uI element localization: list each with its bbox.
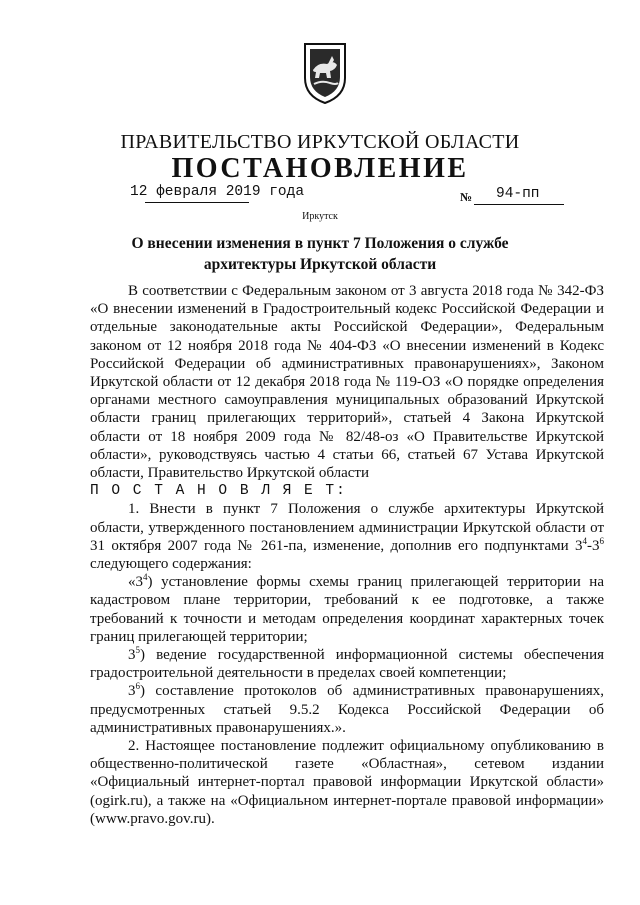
number-sign: № — [460, 190, 473, 204]
document-type-heading: ПОСТАНОВЛЕНИЕ — [171, 153, 469, 184]
item-1-dash: - — [587, 537, 592, 554]
subitem-3-6-paragraph — [90, 682, 604, 737]
item-2-paragraph: 2. Настоящее постановление подлежит официальному опубликованию в общественно-политической газете «Областная», сетевом издании «Официальный интернет-портал правовой информации Иркутской области» (ogirk.ru), а также на «Официальном интернет-портале правовой информации» (www.pravo.gov.ru). — [90, 738, 604, 827]
date-underline — [145, 202, 249, 203]
subitem-3-4-paragraph — [90, 573, 604, 646]
preamble-paragraph: В соответствии с Федеральным законом от 3 августа 2018 года № 342-ФЗ «О внесении изменений в Градостроительный кодекс Российской Федерации и отдельные законодательные акты Российской Федерации», Федеральным законом от 12 ноября 2018 года № 404-ФЗ «О внесении изменений в Кодекс Российской Федерации об административных правонарушениях», Законом Иркутской области от 12 декабря 2018 года № 119-ОЗ «О порядке определения органами местного самоуправления муниципальных образований Иркутской области границ прилегающих территорий», статьей 4 Закона Иркутской области от 18 ноября 2009 года № 82/48-оз «О Правительстве Иркутской области», руководствуясь частью 4 статьи 66, статьей 67 Устава Иркутской области, Правительство Иркутской области — [90, 283, 604, 482]
subitem-3-5-paragraph — [90, 646, 604, 682]
subitem-3-5-prefix: 3 — [128, 647, 136, 664]
document-number: 94-пп — [496, 186, 540, 202]
item-1-num-b: 3 — [592, 537, 600, 554]
subitem-3-4-text: ) установление формы схемы границ прилегающей территории на кадастровом плане территории, требований к ее подготовке, а также требований к точности и методам определения координат характерных точек границ прилегающей территории; — [90, 574, 604, 645]
subitem-3-5-sup: 5 — [135, 645, 140, 656]
subitem-3-4-prefix: «3 — [128, 574, 143, 591]
subitem-3-6-text: ) составление протоколов об административных правонарушениях, предусмотренных статьей 9.5.2 Кодекса Российской Федерации об административных правонарушениях.». — [90, 683, 604, 736]
subitem-3-6-prefix: 3 — [128, 683, 136, 700]
subitem-3-5-text: ) ведение государственной информационной системы обеспечения градостроительной деятельности в пределах своей компетенции; — [90, 647, 604, 682]
number-underline — [474, 204, 564, 205]
item-1-sup-b: 6 — [599, 535, 604, 546]
document-title: О внесении изменения в пункт 7 Положения о службе архитектуры Иркутской области — [131, 235, 509, 273]
government-name: ПРАВИТЕЛЬСТВО ИРКУТСКОЙ ОБЛАСТИ — [120, 131, 520, 153]
item-1-text: 1. Внести в пункт 7 Положения о службе архитектуры Иркутской области, утвержденного постановлением администрации Иркутской области от 31 октября 2007 года № 261-па, изменение, дополнив его подпунктами 3 — [90, 501, 604, 554]
subitem-3-6-sup: 6 — [135, 681, 140, 692]
decree-word: П О С Т А Н О В Л Я Е Т: — [90, 483, 347, 500]
item-1-end: следующего содержания: — [90, 556, 252, 573]
coat-of-arms-emblem-icon — [300, 40, 350, 106]
item-1-paragraph — [90, 500, 604, 573]
item-1-sup-a: 4 — [582, 535, 587, 546]
document-date: 12 февраля 2019 года — [130, 184, 305, 200]
city-name: Иркутск — [302, 211, 338, 222]
subitem-3-4-sup: 4 — [143, 572, 148, 583]
document-body — [90, 282, 604, 828]
